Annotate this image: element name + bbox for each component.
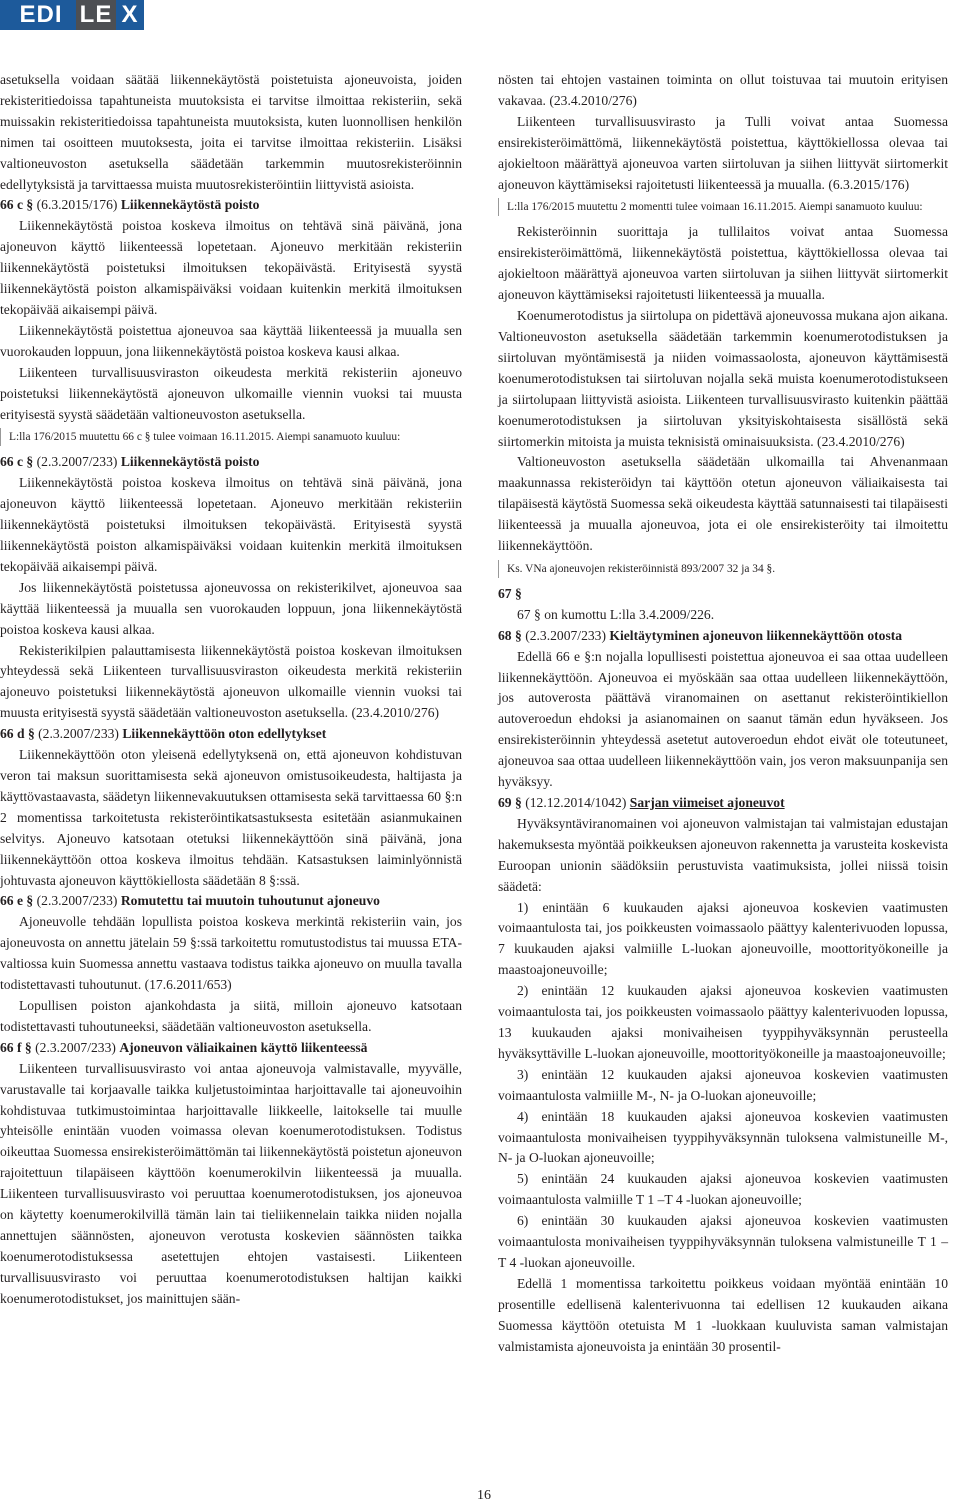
section-heading	[0, 452, 462, 473]
paragraph: 3) enintään 12 kuukauden ajaksi ajoneuvoa koskevien vaatimusten voimaantulosta valmiille M-, N- ja O-luokan ajoneuvoille;	[498, 1066, 948, 1103]
section-heading	[0, 891, 462, 912]
paragraph: Ajoneuvolle tehdään lopullista poistoa koskeva merkintä rekisteriin vain, jos ajoneuvosta on annettu jätelain 59 §:ssä tarkoitettu romutustodistus tai muussa ETA-valtiossa kuin Suomessa annettu vastaava todistus taikka ajoneuvo on muulla tavalla todistettavasti tuhoutunut. (17.6.2011/653)	[0, 914, 462, 993]
editorial-note: L:lla 176/2015 muutettu 2 momentti tulee voimaan 16.11.2015. Aiempi sanamuoto kuuluu:	[498, 198, 948, 216]
paragraph: 6) enintään 30 kuukauden ajaksi ajoneuvoa koskevien vaatimusten voimaantulosta monivaiheisen tyyppihyväksynnän tuloksena valmistuneille T 1 –T 4 -luokan ajoneuvoille.	[498, 1213, 948, 1270]
section-heading	[0, 1038, 462, 1059]
logo-part-1: EDI	[0, 0, 76, 30]
paragraph: Edellä 1 momentissa tarkoitettu poikkeus voidaan myöntää enintään 10 prosentille edellisenä kalenterivuonna tai edellisen 12 kuukauden aikana Suomessa käyttöön otetuista M 1 -luokkaan kuuluvista saman valmistajan valmistamista ajoneuvoista ja enintään 30 prosentil-	[498, 1275, 948, 1354]
section-number: 66 c §	[0, 197, 34, 213]
amendment-reference: (12.12.2014/1042)	[521, 795, 630, 810]
amendment-reference: (2.3.2007/233)	[33, 454, 121, 470]
paragraph: nösten tai ehtojen vastainen toiminta on ollut toistuvaa tai muutoin erityisen vakavaa. (23.4.2010/276)	[498, 72, 948, 108]
section-title: Ajoneuvon väliaikainen käyttö liikenteessä	[119, 1039, 368, 1055]
section-number: 66 f §	[0, 1039, 32, 1055]
paragraph: Liikennekäyttöön oton yleisenä edellytyksenä on, että ajoneuvon kohdistuvan veron tai maksun suorittamisesta sekä ajoneuvon omistusoikeudesta, haltijasta ja käyttövastaavasta, säädetyn liikennevakuutuksen ottamisesta sekä tarvittaessa 60 §:n 2 momentissa tarkoitetusta rekisteröintikatsastuksesta esitetään asianmukainen selvitys. Ajoneuvo katsotaan otetuksi liikennekäyttöön sinä päivänä, jona liikennekäyttöön ottoa koskeva ilmoitus tehdään. Katsastuksen laiminlyönnistä johtuvasta ajoneuvon käyttökiellosta säädetään 8 §:ssä.	[0, 747, 462, 888]
paragraph: Hyväksyntäviranomainen voi ajoneuvon valmistajan tai valmistajan edustajan hakemuksesta myöntää poikkeuksen ajoneuvon rakennetta ja varusteita koskevista Euroopan unionin säädöksiin perustuvista vaatimuksista, jollei niissä toisin säädetä:	[498, 815, 948, 894]
paragraph: 1) enintään 6 kuukauden ajaksi ajoneuvoa koskevien vaatimusten voimaantulosta tai, jos poikkeusten voimassaolo päättyy kalenterivuoden lopussa, 7 kuukauden ajaksi valmiille L-luokan ajoneuvoille, moottorityökoneille ja maastoajoneuvoille;	[498, 899, 948, 978]
section-title: Sarjan viimeiset ajoneuvot	[629, 795, 785, 810]
section-number: 66 d §	[0, 726, 35, 742]
paragraph: 5) enintään 24 kuukauden ajaksi ajoneuvoa koskevien vaatimusten voimaantulosta valmiille T 1 –T 4 -luokan ajoneuvoille;	[498, 1171, 948, 1208]
paragraph: Rekisterikilpien palauttamisesta liikennekäytöstä poistoa koskevan ilmoituksen yhteydessä sekä Liikenteen turvallisuusviraston oikeudesta merkitä rekisteriin ajoneuvo poistetuksi liikennekäytöstä ajoneuvon ulkomaille viennin vuoksi tai muusta erityisestä syystä säädetään valtioneuvoston asetuksella. (23.4.2010/276)	[0, 642, 462, 721]
paragraph: Liikennekäytöstä poistettua ajoneuvoa saa käyttää liikenteessä ja muualla sen vuorokauden loppuun, jona liikennekäytöstä poistoa koskeva kausi alkaa.	[0, 322, 462, 359]
section-number: 69 §	[498, 795, 522, 810]
logo-part-2: LE	[76, 0, 116, 30]
edilex-logo	[0, 0, 144, 30]
paragraph: Edellä 66 e §:n nojalla lopullisesti poistettua ajoneuvoa ei saa ottaa uudelleen liikennekäyttöön. Ajoneuvoa ei myöskään saa ottaa uudelleen liikennekäyttöön, jos autoverosta päättävä viranomainen on asettanut rekisteröintikiellon autoveroedun ehdoksi ja asianomainen on saanut tämän edun hyväkseen. Jos ensirekisteröinnin yhteydessä asetetut autoveroedun ehdot eivät ole toteutuneet, ajoneuvoa saa ottaa uudelleen liikennekäyttöön vain, jos veron maksuunpanija sen hyväksyy.	[498, 648, 948, 790]
amendment-reference: (2.3.2007/233)	[34, 726, 123, 742]
section-heading	[498, 584, 948, 605]
paragraph: 2) enintään 12 kuukauden ajaksi ajoneuvoa koskevien vaatimusten voimaantulosta tai, jos poikkeusten voimassaolo päättyy kalenterivuoden lopussa, 13 kuukauden ajaksi monivaiheisen tyyppihyväksynnän perusteella hyväksyttäville L-luokan ajoneuvoille, moottorityökoneille ja maastoajoneuvoille;	[498, 983, 948, 1061]
section-title: Romutettu tai muutoin tuhoutunut ajoneuvo	[120, 893, 380, 909]
section-number: 68 §	[498, 627, 522, 643]
section-heading	[0, 724, 462, 745]
section-number: 67 §	[498, 585, 522, 601]
section-heading	[0, 195, 462, 216]
section-title: Liikennekäytöstä poisto	[120, 454, 260, 470]
paragraph: Jos liikennekäytöstä poistetussa ajoneuvossa on rekisterikilvet, ajoneuvoa saa käyttää liikenteessä ja muualla sen vuorokauden loppuun, jona liikennekäytöstä poistoa koskeva kausi alkaa.	[0, 579, 462, 637]
logo-part-3: X	[116, 0, 144, 30]
editorial-note: Ks. VNa ajoneuvojen rekisteröinnistä 893/2007 32 ja 34 §.	[498, 560, 948, 578]
paragraph: Lopullisen poiston ajankohdasta ja siitä, milloin ajoneuvo katsotaan todistettavasti tuhoutuneeksi, säädetään valtioneuvoston asetuksella.	[0, 997, 462, 1034]
paragraph: Liikenteen turvallisuusvirasto voi antaa ajoneuvoja valmistavalle, myyvälle, varustavalle tai korjaavalle taikka kuljetustoimintaa harjoittavalle tai ajoneuvoihin kohdistuvaa tutkimustoimintaa harjoittavalle liikkeelle, laitokselle tai muulle yhteisölle enintään vuoden voimassa olevan koenumerotodistuksen. Todistus oikeuttaa Suomessa ensirekisteröimättömän tai liikennekäytöstä poistetun ajoneuvon rajoitettuun tilapäiseen käyttöön koenumerokilvin liikenteessä ja muualla. Liikenteen turvallisuusvirasto voi peruuttaa koenumerotodistuksen, jos ajoneuvoa on käytetty koenumerokilvillä tämän lain tai tieliikennelain taikka niiden nojalla annettujen säännösten, ajoneuvon verotusta koskevien säännösten taikka koenumerotodistuksessa asetettujen ehtojen vastaisesti. Liikenteen turvallisuusvirasto voi peruuttaa koenumerotodistuksen haltijan kaikki koenumerotodistukset, jos mainittujen sään-	[0, 1060, 462, 1306]
paragraph: Liikennekäytöstä poistoa koskeva ilmoitus on tehtävä sinä päivänä, jona ajoneuvon käyttö liikenteessä lopetetaan. Ajoneuvo merkitään rekisteriin liikennekäytöstä poistetuksi ilmoituksen tekopäivästä. Erityisestä syystä liikennekäytöstä poiston alkamispäiväksi voidaan kuitenkin merkitä ilmoituksen tekopäivää aikaisempi päivä.	[0, 475, 462, 574]
paragraph: Rekisteröinnin suorittaja ja tullilaitos voivat antaa Suomessa ensirekisteröimättömä, liikennekäytöstä poistettua, käyttökiellossa olevaa tai ajokieltoon määrättyä ajoneuvoa varten siirtoluvan ja siihen liittyvät siirtomerkit ajoneuvon käyttämiseksi rajoitetusti liikenteessä ja muualla.	[498, 224, 948, 303]
paragraph: asetuksella voidaan säätää liikennekäytöstä poistetuista ajoneuvoista, joiden rekisteritiedoissa tapahtuneista muutoksista ei tarvitse ilmoittaa rekisteriin, sekä muissakin rekisteritiedoissa tapahtuneista muutoksista, kuten luonnollisen henkilön nimen tai osoitteen muutoksesta, joita ei tarvitse ilmoittaa rekisteriin. Lisäksi valtioneuvoston asetuksella säädetään tarkemmin muutosrekisteröinnin edellytyksistä ja tarvittaessa muista muutosrekisteröintiin liittyvistä asioista.	[0, 72, 462, 192]
right-column	[498, 70, 948, 1357]
section-title: Kieltäytyminen ajoneuvon liikennekäyttöön otosta	[609, 627, 903, 643]
section-heading	[498, 793, 948, 814]
editorial-note: L:lla 176/2015 muutettu 66 c § tulee voimaan 16.11.2015. Aiempi sanamuoto kuuluu:	[0, 428, 462, 446]
section-number: 66 c §	[0, 454, 34, 470]
amendment-reference: (2.3.2007/233)	[521, 627, 610, 643]
section-title: Liikennekäytöstä poisto	[120, 197, 260, 213]
paragraph: Koenumerotodistus ja siirtolupa on pidettävä ajoneuvossa mukana ajon aikana. Valtioneuvoston asetuksella säädetään tarkemmin koenumerotodistuksen ja siirtoluvan myöntämisestä ja niiden voimassaolosta, ajoneuvon käyttämisestä koenumerotodistuksen tai siirtoluvan nojalla sekä muista koenumerotodistukseen ja siirtolupaan liittyvistä asioista. Liikenteen turvallisuusvirasto kuitenkin päättää koenumerotodistuksen ja siirtoluvan yksityiskohtaisesta sisällöstä sekä siirtomerkin mitoista ja muista teknisistä ominaisuuksista. (23.4.2010/276)	[498, 308, 948, 449]
amendment-reference: (2.3.2007/233)	[33, 893, 121, 909]
paragraph: 4) enintään 18 kuukauden ajaksi ajoneuvoa koskevien vaatimusten voimaantulosta monivaiheisen tyyppihyväksynnän tuloksena valmistuneille M-, N- ja O-luokan ajoneuvoille;	[498, 1108, 948, 1166]
paragraph: 67 § on kumottu L:lla 3.4.2009/226.	[517, 606, 715, 622]
amendment-reference: (2.3.2007/233)	[31, 1039, 120, 1055]
left-column	[0, 70, 462, 1310]
section-title: Liikennekäyttöön oton edellytykset	[122, 726, 327, 742]
paragraph: Liikenteen turvallisuusviraston oikeudesta merkitä rekisteriin ajoneuvo poistetuksi liikennekäytöstä ajoneuvon ulkomaille viennin vuoksi tai muusta erityisestä syystä säädetään valtioneuvoston asetuksella.	[0, 364, 462, 422]
paragraph: Liikennekäytöstä poistoa koskeva ilmoitus on tehtävä sinä päivänä, jona ajoneuvon käyttö liikenteessä lopetetaan. Ajoneuvo merkitään rekisteriin liikennekäytöstä poistetuksi ilmoituksen tekopäivästä. Erityisestä syystä liikennekäytöstä poiston alkamispäiväksi voidaan kuitenkin merkitä ilmoituksen tekopäivää aikaisempi päivä.	[0, 218, 462, 317]
section-number: 66 e §	[0, 893, 34, 909]
section-heading	[498, 626, 948, 647]
paragraph: Valtioneuvoston asetuksella säädetään ulkomailla tai Ahvenanmaan maakunnassa rekisteröidyn tai käyttöön otetun ajoneuvon väliaikaisesta tai tilapäisestä käytöstä Suomessa sekä oikeudesta käyttää satunnaisesti tai tilapäisesti liikenteessä ja muualla ajoneuvoa, jota ei ole ensirekisteröity tai ilmoitettu liikennekäyttöön.	[498, 454, 948, 554]
paragraph: Liikenteen turvallisuusvirasto ja Tulli voivat antaa Suomessa ensirekisteröimättömä, liikennekäytöstä poistettua, käyttökiellossa olevaa tai ajokieltoon määrättyä ajoneuvoa varten siirtoluvan ja siihen liittyvät siirtomerkit ajoneuvon käyttämiseksi rajoitetusti liikenteessä ja muualla. (6.3.2015/176)	[498, 113, 948, 192]
page-number: 16	[477, 1488, 491, 1503]
amendment-reference: (6.3.2015/176)	[33, 197, 121, 213]
